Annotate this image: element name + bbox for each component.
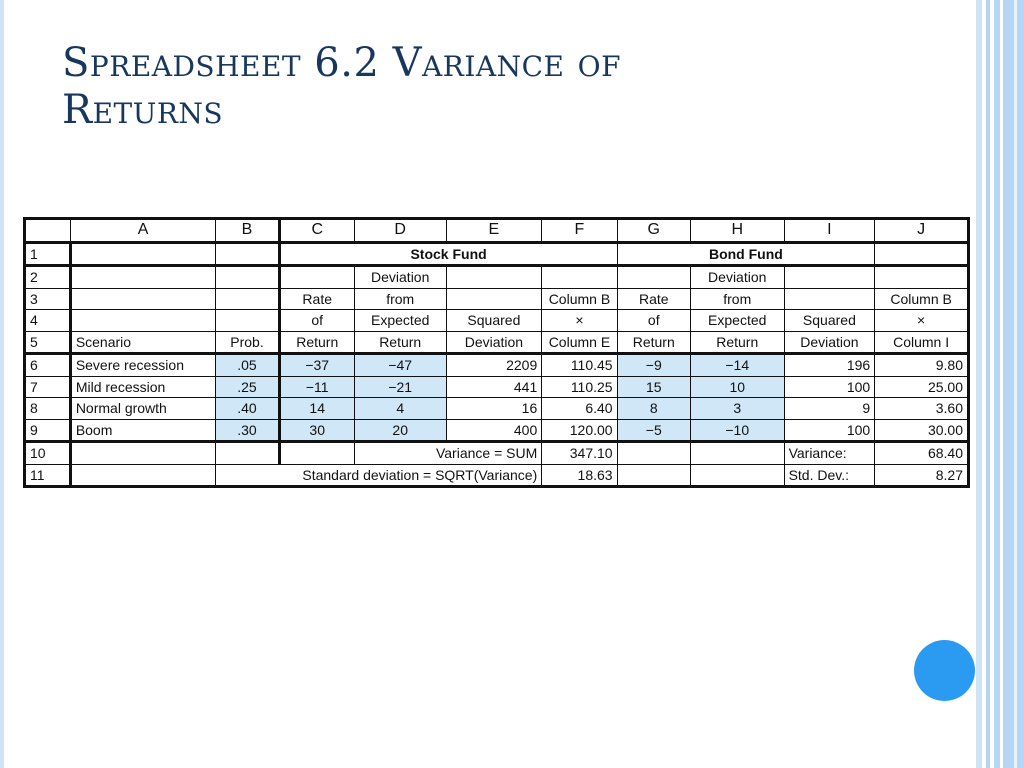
variance-label: Variance = SUM (354, 442, 541, 465)
cell (784, 266, 875, 289)
stock-dev-cell: −21 (354, 376, 446, 398)
row-2 (25, 266, 969, 289)
row-number: 6 (25, 354, 71, 377)
header-squared: Squared (784, 310, 875, 332)
bond-dev-cell: −14 (690, 354, 784, 377)
header-deviation: Deviation (784, 331, 875, 354)
bond-dev-cell: 3 (690, 398, 784, 420)
stock-std-dev-value: 18.63 (542, 464, 617, 487)
bond-variance-value: 68.40 (875, 442, 969, 465)
header-from: from (354, 288, 446, 310)
header-times: × (875, 310, 969, 332)
row-number: 11 (25, 464, 71, 487)
row-number: 5 (25, 331, 71, 354)
cell (875, 266, 969, 289)
row-number: 10 (25, 442, 71, 465)
column-header: F (542, 219, 617, 243)
header-column-b: Column B (875, 288, 969, 310)
header-squared: Squared (446, 310, 542, 332)
cell (617, 266, 690, 289)
stock-rate-cell: 14 (279, 398, 354, 420)
cell (617, 442, 690, 465)
column-header: H (690, 219, 784, 243)
row-1 (25, 242, 969, 266)
row-number: 1 (25, 242, 71, 266)
stock-squared-cell: 2209 (446, 354, 542, 377)
std-dev-row (25, 464, 969, 487)
bond-dev-cell: −10 (690, 419, 784, 442)
header-column-e: Column E (542, 331, 617, 354)
column-header: B (216, 219, 279, 243)
header-from: from (690, 288, 784, 310)
bond-product-cell: 25.00 (875, 376, 969, 398)
row-number: 8 (25, 398, 71, 420)
row-4 (25, 310, 969, 332)
header-rate: Rate (617, 288, 690, 310)
row-3 (25, 288, 969, 310)
bond-dev-cell: 10 (690, 376, 784, 398)
header-expected: Expected (690, 310, 784, 332)
stock-variance-value: 347.10 (542, 442, 617, 465)
cell (875, 242, 969, 266)
column-header: G (617, 219, 690, 243)
column-header: C (279, 219, 354, 243)
spreadsheet (23, 217, 970, 488)
bond-product-cell: 9.80 (875, 354, 969, 377)
table-row (25, 354, 969, 377)
std-dev-label: Standard deviation = SQRT(Variance) (216, 464, 542, 487)
stock-squared-cell: 16 (446, 398, 542, 420)
row-number: 2 (25, 266, 71, 289)
cell (784, 288, 875, 310)
bond-squared-cell: 100 (784, 419, 875, 442)
cell (70, 310, 216, 332)
row-number: 9 (25, 419, 71, 442)
prob-cell: .05 (216, 354, 279, 377)
header-column-i: Column I (875, 331, 969, 354)
bond-product-cell: 30.00 (875, 419, 969, 442)
cell (216, 242, 279, 266)
scenario-cell: Boom (70, 419, 216, 442)
slide-title (62, 40, 822, 134)
scenario-cell: Severe recession (70, 354, 216, 377)
column-header: E (446, 219, 542, 243)
scenario-cell: Mild recession (70, 376, 216, 398)
cell (70, 442, 216, 465)
right-decorative-stripes (976, 0, 1024, 768)
stock-product-cell: 110.45 (542, 354, 617, 377)
row-number: 4 (25, 310, 71, 332)
cell (617, 464, 690, 487)
column-header-row (25, 219, 969, 243)
cell (279, 442, 354, 465)
bond-rate-cell: 15 (617, 376, 690, 398)
corner-cell (25, 219, 71, 243)
row-number: 7 (25, 376, 71, 398)
header-return: Return (354, 331, 446, 354)
table-row (25, 419, 969, 442)
prob-cell: .30 (216, 419, 279, 442)
bond-squared-cell: 9 (784, 398, 875, 420)
column-header: J (875, 219, 969, 243)
prob-cell: .40 (216, 398, 279, 420)
decorative-circle (914, 640, 975, 701)
title-line-2: Returns (62, 87, 224, 133)
scenario-cell: Normal growth (70, 398, 216, 420)
column-header: D (354, 219, 446, 243)
cell (70, 288, 216, 310)
variance-row (25, 442, 969, 465)
bond-std-dev-value: 8.27 (875, 464, 969, 487)
cell (216, 310, 279, 332)
bond-rate-cell: −5 (617, 419, 690, 442)
row-number: 3 (25, 288, 71, 310)
cell (446, 266, 542, 289)
header-rate: Rate (279, 288, 354, 310)
cell (70, 266, 216, 289)
stock-product-cell: 110.25 (542, 376, 617, 398)
header-expected: Expected (354, 310, 446, 332)
cell (690, 464, 784, 487)
bond-std-dev-label: Std. Dev.: (784, 464, 875, 487)
bond-fund-header: Bond Fund (617, 242, 875, 266)
stock-rate-cell: 30 (279, 419, 354, 442)
header-prob: Prob. (216, 331, 279, 354)
cell (216, 442, 279, 465)
header-deviation: Deviation (690, 266, 784, 289)
cell (446, 288, 542, 310)
title-line-1: Spreadsheet 6.2 Variance of (62, 40, 622, 86)
stock-dev-cell: 4 (354, 398, 446, 420)
bond-product-cell: 3.60 (875, 398, 969, 420)
header-return: Return (279, 331, 354, 354)
cell (216, 266, 279, 289)
stock-dev-cell: 20 (354, 419, 446, 442)
header-return: Return (690, 331, 784, 354)
variance-table (23, 217, 970, 488)
cell (70, 242, 216, 266)
cell (216, 288, 279, 310)
bond-squared-cell: 100 (784, 376, 875, 398)
header-of: of (617, 310, 690, 332)
cell (70, 464, 216, 487)
bond-variance-label: Variance: (784, 442, 875, 465)
bond-rate-cell: −9 (617, 354, 690, 377)
bond-squared-cell: 196 (784, 354, 875, 377)
bond-rate-cell: 8 (617, 398, 690, 420)
stock-rate-cell: −37 (279, 354, 354, 377)
stock-fund-header: Stock Fund (279, 242, 617, 266)
prob-cell: .25 (216, 376, 279, 398)
stock-rate-cell: −11 (279, 376, 354, 398)
header-deviation: Deviation (446, 331, 542, 354)
header-of: of (279, 310, 354, 332)
header-column-b: Column B (542, 288, 617, 310)
stock-dev-cell: −47 (354, 354, 446, 377)
stock-squared-cell: 441 (446, 376, 542, 398)
header-deviation: Deviation (354, 266, 446, 289)
header-return: Return (617, 331, 690, 354)
stock-product-cell: 120.00 (542, 419, 617, 442)
row-5 (25, 331, 969, 354)
left-border (0, 0, 4, 768)
cell (690, 442, 784, 465)
stock-squared-cell: 400 (446, 419, 542, 442)
cell (279, 266, 354, 289)
column-header: A (70, 219, 216, 243)
header-times: × (542, 310, 617, 332)
stock-product-cell: 6.40 (542, 398, 617, 420)
column-header: I (784, 219, 875, 243)
cell (542, 266, 617, 289)
header-scenario: Scenario (70, 331, 216, 354)
table-row (25, 398, 969, 420)
table-row (25, 376, 969, 398)
